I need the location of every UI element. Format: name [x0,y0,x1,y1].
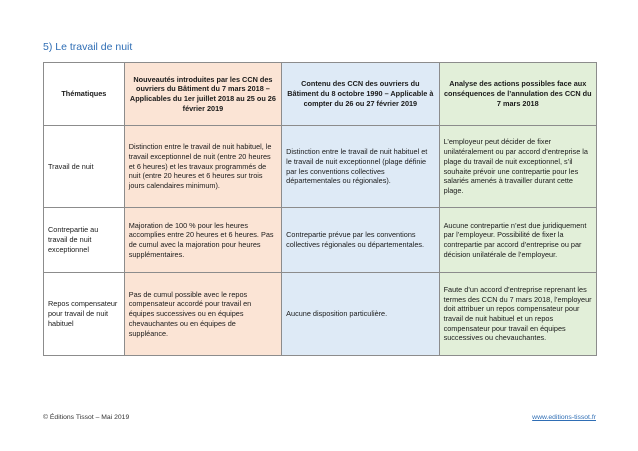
header-contenu: Contenu des CCN des ouvriers du Bâtiment du 8 octobre 1990 – Applicable à compter du 26 ou 27 février 2019 [282,63,439,126]
row-analyse: Faute d’un accord d’entreprise reprenant les termes des CCN du 7 mars 2018, l’employeur doit attribuer un repos compensateur pour travail de nuit habituel et un repos compensateur pour travail en équipes successives ou chevauchantes. [439,273,596,356]
row-theme: Contrepartie au travail de nuit exceptionnel [44,208,125,273]
row-analyse: L’employeur peut décider de fixer unilatéralement ou par accord d’entreprise la plage du travail de nuit exceptionnel, s’il souhaite prévoir une contrepartie pour les salariés amenés à travailler durant cette plage. [439,126,596,208]
header-analyse: Analyse des actions possibles face aux conséquences de l’annulation des CCN du 7 mars 2018 [439,63,596,126]
footer-copyright: © Éditions Tissot – Mai 2019 [43,414,130,421]
header-thematiques: Thématiques [44,63,125,126]
table-header-row [44,63,597,126]
row-theme: Repos compensateur pour travail de nuit habituel [44,273,125,356]
row-contenu: Contrepartie prévue par les conventions collectives régionales ou départementales. [282,208,439,273]
row-theme: Travail de nuit [44,126,125,208]
comparison-table [43,62,597,356]
table-row [44,273,597,356]
row-contenu: Aucune disposition particulière. [282,273,439,356]
row-analyse: Aucune contrepartie n’est due juridiquement par l’employeur. Possibilité de fixer la contrepartie par accord d’entreprise ou par décision unilatérale de l’employeur. [439,208,596,273]
table-row [44,208,597,273]
row-nouveautes: Pas de cumul possible avec le repos compensateur accordé pour travail en équipes successives ou en équipes chevauchantes ou en équipes de suppléance. [124,273,281,356]
footer-website-link[interactable]: www.editions-tissot.fr [532,414,596,421]
row-nouveautes: Distinction entre le travail de nuit habituel, le travail exceptionnel de nuit (entre 20 heures et 6 heures) et les travaux programmés de nuit (entre 20 heures et 6 heures sur trois jours calendaires minimum). [124,126,281,208]
header-nouveautes: Nouveautés introduites par les CCN des ouvriers du Bâtiment du 7 mars 2018 – Applicables du 1er juillet 2018 au 25 ou 26 février 2019 [124,63,281,126]
row-nouveautes: Majoration de 100 % pour les heures accomplies entre 20 heures et 6 heures. Pas de cumul avec la majoration pour heures supplémentaires. [124,208,281,273]
table-row [44,126,597,208]
section-title: 5) Le travail de nuit [43,41,133,53]
row-contenu: Distinction entre le travail de nuit habituel et le travail de nuit exceptionnel (plage définie par les conventions collectives départementales ou régionales). [282,126,439,208]
